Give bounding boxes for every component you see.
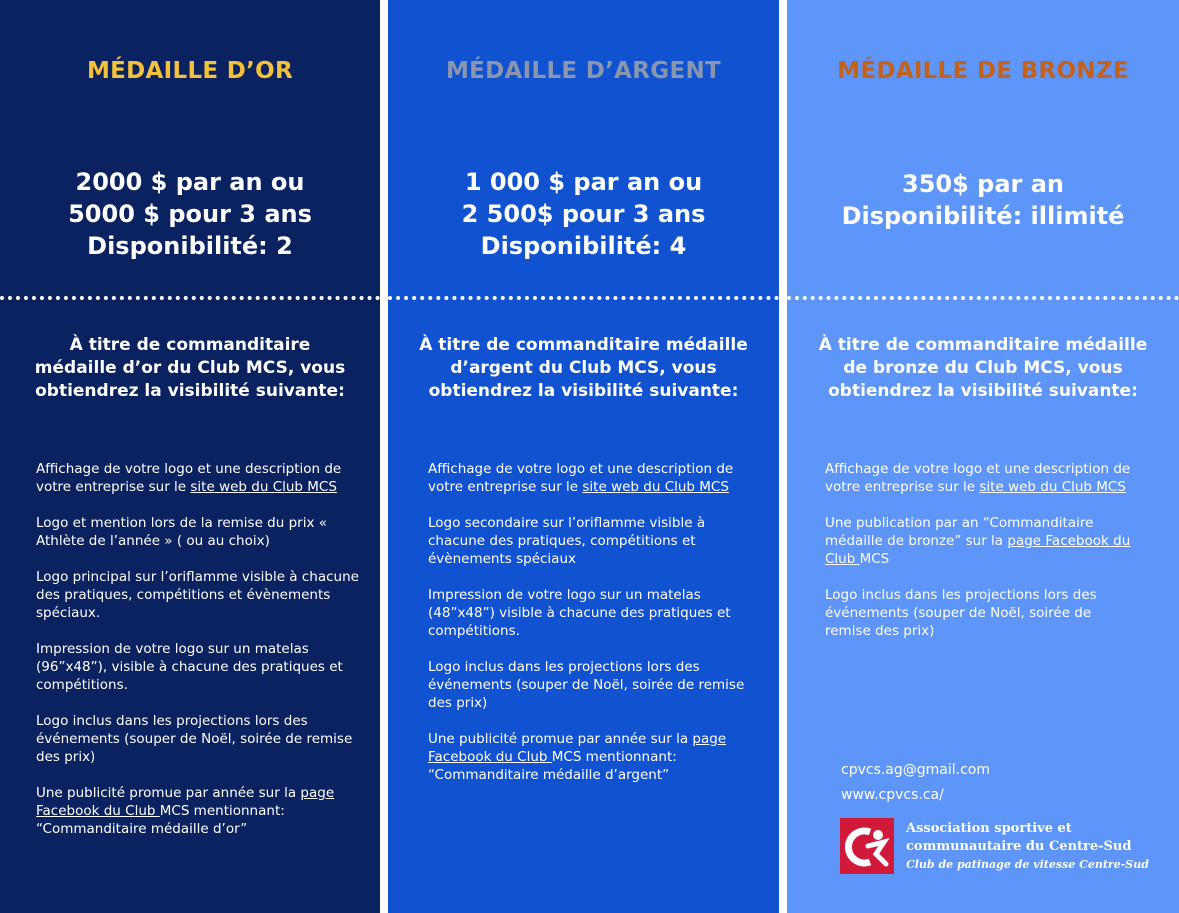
bronze-price-line-2: Disponibilité: illimité xyxy=(841,202,1125,230)
facebook-link[interactable]: page Facebook du Club xyxy=(825,533,1131,567)
website-link[interactable]: site web du Club MCS xyxy=(190,479,337,495)
website-link[interactable]: site web du Club MCS xyxy=(582,479,729,495)
bronze-benefits xyxy=(825,460,1139,658)
gold-price xyxy=(0,166,380,262)
silver-benefit-2: Logo secondaire sur l’oriflamme visible à chacune des pratiques, compétitions et évènements spéciaux xyxy=(428,515,706,567)
bronze-benefit-1: Affichage de votre logo et une description de votre entreprise sur le site web du Club MCS xyxy=(825,461,1131,495)
silver-benefit-5: Une publicité promue par année sur la page Facebook du Club MCS mentionnant: “Commanditaire médaille d’argent” xyxy=(428,731,727,783)
silver-price-line-2: 2 500$ pour 3 ans xyxy=(461,200,706,228)
bronze-price xyxy=(787,168,1179,232)
bronze-benefit-3: Logo inclus dans les projections lors des événements (souper de Noël, soirée de remise des prix) xyxy=(825,587,1097,639)
contact-website[interactable]: www.cpvcs.ca/ xyxy=(841,787,944,803)
bronze-column xyxy=(787,0,1179,913)
facebook-link[interactable]: page Facebook du Club xyxy=(428,731,727,765)
silver-benefits xyxy=(428,460,753,802)
bronze-title: MÉDAILLE DE BRONZE xyxy=(837,58,1129,84)
gold-benefit-5: Logo inclus dans les projections lors des événements (souper de Noël, soirée de remise des prix) xyxy=(36,713,353,765)
gold-benefit-2: Logo et mention lors de la remise du prix « Athlète de l’année » ( ou au choix) xyxy=(36,515,328,549)
contact-email[interactable]: cpvcs.ag@gmail.com xyxy=(841,762,991,778)
silver-benefit-4: Logo inclus dans les projections lors des événements (souper de Noël, soirée de remise des prix) xyxy=(428,659,745,711)
silver-price xyxy=(388,166,779,262)
silver-intro: À titre de commanditaire médaille d’argent du Club MCS, vous obtiendrez la visibilité suivante: xyxy=(419,335,748,401)
silver-title: MÉDAILLE D’ARGENT xyxy=(445,58,722,84)
gold-price-line-2: 5000 $ pour 3 ans xyxy=(68,200,312,228)
gold-price-line-1: 2000 $ par an ou xyxy=(75,168,305,196)
silver-benefit-3: Impression de votre logo sur un matelas (48”x48”) visible à chacune des pratiques et compétitions. xyxy=(428,587,731,639)
bronze-price-line-1: 350$ par an xyxy=(902,170,1064,198)
gold-benefit-3: Logo principal sur l’oriflamme visible à chacune des pratiques, compétitions et évènements spéciaux. xyxy=(36,569,359,621)
gold-benefit-1: Affichage de votre logo et une description de votre entreprise sur le site web du Club MCS xyxy=(36,461,342,495)
silver-price-line-1: 1 000 $ par an ou xyxy=(464,168,703,196)
association-logo xyxy=(840,818,1170,878)
gold-divider xyxy=(0,296,380,300)
gold-benefit-4: Impression de votre logo sur un matelas (96”x48”), visible à chacune des pratiques et compétitions. xyxy=(36,641,343,693)
facebook-link[interactable]: page Facebook du Club xyxy=(36,785,335,819)
website-link[interactable]: site web du Club MCS xyxy=(979,479,1126,495)
silver-price-line-3: Disponibilité: 4 xyxy=(480,232,687,260)
gold-intro: À titre de commanditaire médaille d’or du Club MCS, vous obtiendrez la visibilité suivante: xyxy=(34,335,346,401)
silver-column xyxy=(388,0,779,913)
bronze-benefit-2: Une publication par an “Commanditaire médaille de bronze” sur la page Facebook du Club MCS xyxy=(825,515,1131,567)
silver-divider xyxy=(388,296,779,300)
cs-logo-icon xyxy=(840,818,894,874)
bronze-divider xyxy=(787,296,1179,300)
gold-benefit-6: Une publicité promue par année sur la page Facebook du Club MCS mentionnant: “Commanditaire médaille d’or” xyxy=(36,785,335,837)
gold-column xyxy=(0,0,380,913)
silver-benefit-1: Affichage de votre logo et une description de votre entreprise sur le site web du Club MCS xyxy=(428,461,734,495)
gold-title: MÉDAILLE D’OR xyxy=(86,58,294,84)
gold-price-line-3: Disponibilité: 2 xyxy=(87,232,293,260)
bronze-intro: À titre de commanditaire médaille de bronze du Club MCS, vous obtiendrez la visibilité suivante: xyxy=(818,335,1148,401)
logo-text: Association sportive et communautaire du Centre-Sud Club de patinage de vitesse Centre-Sud xyxy=(906,821,1149,871)
gold-benefits xyxy=(36,460,360,856)
